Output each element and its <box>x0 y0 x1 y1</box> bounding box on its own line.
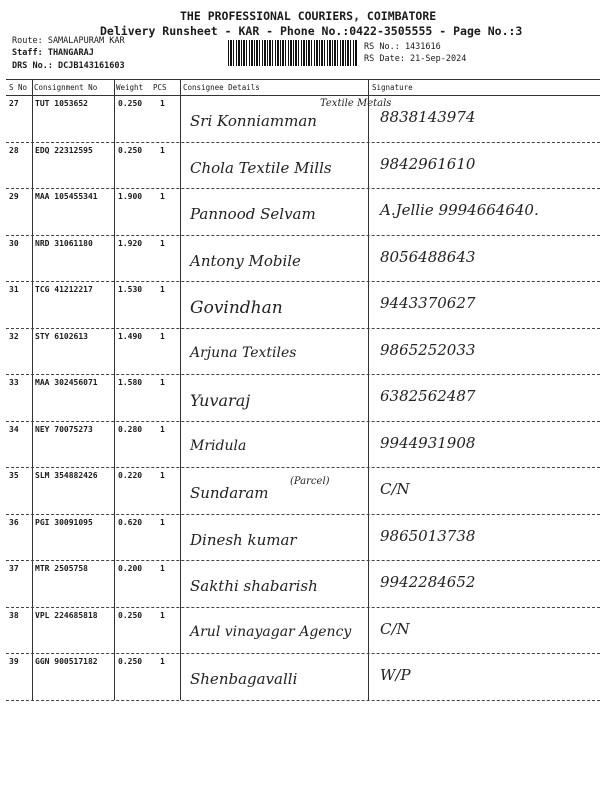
pieces-count: 1 <box>160 564 165 573</box>
consignee-note: (Parcel) <box>290 476 330 487</box>
consignment-number: MAA 302456071 <box>35 378 98 387</box>
serial-number: 35 <box>9 471 19 480</box>
weight-value: 0.250 <box>118 99 143 108</box>
weight-value: 0.220 <box>118 471 143 480</box>
weight-value: 0.280 <box>118 424 143 434</box>
signature-entry: 8838143974 <box>380 108 476 126</box>
weight-value: 1.490 <box>118 331 143 341</box>
col-pcs: PCS <box>153 83 167 92</box>
signature-entry: 9865252033 <box>380 340 476 359</box>
pieces-count: 1 <box>160 378 165 387</box>
pieces-count: 1 <box>160 424 165 434</box>
pieces-count: 1 <box>160 331 165 341</box>
consignment-number: GGN 900517182 <box>35 657 98 666</box>
weight-value: 1.530 <box>118 285 143 294</box>
signature-entry: A.Jellie 9994664640. <box>380 201 539 219</box>
signature-entry: 8056488643 <box>380 247 476 266</box>
runsheet-subtitle: Delivery Runsheet - KAR - Phone No.:0422-3505555 - Page No.:3 <box>100 24 523 38</box>
table-row <box>0 515 600 562</box>
consignee-name: Sundaram <box>190 484 269 502</box>
consignment-number: PGI 30091095 <box>35 517 93 527</box>
pieces-count: 1 <box>160 285 165 294</box>
pieces-count: 1 <box>160 471 165 480</box>
consignee-note: Textile Metals <box>320 98 392 109</box>
document-title: THE PROFESSIONAL COURIERS, COIMBATORE <box>180 9 437 23</box>
consignment-number: SLM 354882426 <box>35 471 98 480</box>
consignment-number: TCG 41212217 <box>35 285 93 294</box>
consignment-number: MTR 2505758 <box>35 564 88 573</box>
pieces-count: 1 <box>160 610 165 620</box>
serial-number: 27 <box>9 99 19 108</box>
consignee-name: Arul vinayagar Agency <box>190 623 352 640</box>
signature-entry: 9443370627 <box>380 294 476 312</box>
col-consignment: Consignment No <box>34 83 98 92</box>
drs-number: DRS No.: DCJB143161603 <box>12 61 125 71</box>
consignee-name: Yuvaraj <box>190 391 251 410</box>
table-header <box>6 80 600 96</box>
weight-value: 1.900 <box>118 192 143 201</box>
weight-value: 0.620 <box>118 517 143 527</box>
table-row <box>0 375 600 422</box>
weight-value: 0.250 <box>118 657 143 666</box>
col-sno: S No <box>9 83 28 92</box>
serial-number: 29 <box>9 192 19 201</box>
table-row <box>0 654 600 701</box>
signature-entry: C/N <box>380 619 410 638</box>
serial-number: 31 <box>9 285 19 294</box>
serial-number: 36 <box>9 517 19 527</box>
signature-entry: W/P <box>380 666 411 684</box>
table-row <box>0 96 600 143</box>
table-row <box>0 608 600 655</box>
pieces-count: 1 <box>160 657 165 666</box>
weight-value: 0.250 <box>118 610 143 620</box>
serial-number: 32 <box>9 331 19 341</box>
signature-entry: 9942284652 <box>380 573 476 591</box>
consignee-name: Govindhan <box>190 298 283 318</box>
barcode <box>228 40 358 66</box>
col-consignee: Consignee Details <box>183 83 260 92</box>
signature-entry: C/N <box>380 480 410 498</box>
consignment-number: STY 6102613 <box>35 331 88 341</box>
consignee-name: Sri Konniamman <box>190 112 317 130</box>
serial-number: 38 <box>9 610 19 620</box>
pieces-count: 1 <box>160 238 165 248</box>
serial-number: 39 <box>9 657 19 666</box>
serial-number: 37 <box>9 564 19 573</box>
table-row <box>0 422 600 469</box>
consignee-name: Chola Textile Mills <box>190 158 332 177</box>
row-divider <box>6 700 600 701</box>
consignee-name: Shenbagavalli <box>190 670 298 688</box>
col-weight: Weight <box>116 83 144 92</box>
pieces-count: 1 <box>160 99 165 108</box>
staff-label: Staff: THANGARAJ <box>12 48 94 58</box>
route-label: Route: SAMALAPURAM KAR <box>12 36 125 46</box>
signature-entry: 6382562487 <box>380 387 476 405</box>
table-row <box>0 189 600 236</box>
table-row <box>0 143 600 190</box>
signature-entry: 9944931908 <box>380 433 476 452</box>
signature-entry: 9842961610 <box>380 154 476 173</box>
weight-value: 1.920 <box>118 238 143 248</box>
rs-date: RS Date: 21-Sep-2024 <box>364 54 467 64</box>
table-row <box>0 329 600 376</box>
pieces-count: 1 <box>160 192 165 201</box>
consignee-name: Antony Mobile <box>190 251 301 270</box>
consignee-name: Dinesh kumar <box>190 530 297 549</box>
serial-number: 28 <box>9 145 19 155</box>
consignee-name: Arjuna Textiles <box>190 344 297 361</box>
table-row <box>0 282 600 329</box>
serial-number: 30 <box>9 238 19 248</box>
consignee-name: Pannood Selvam <box>190 205 316 223</box>
col-signature: Signature <box>372 83 413 92</box>
consignee-name: Mridula <box>190 437 247 454</box>
consignment-number: NEY 70075273 <box>35 424 93 434</box>
consignment-number: EDQ 22312595 <box>35 145 93 155</box>
consignment-number: TUT 1053652 <box>35 99 88 108</box>
rs-number: RS No.: 1431616 <box>364 42 441 52</box>
consignment-number: NRD 31061180 <box>35 238 93 248</box>
signature-entry: 9865013738 <box>380 526 476 545</box>
consignment-number: VPL 224685818 <box>35 610 98 620</box>
pieces-count: 1 <box>160 145 165 155</box>
table-row <box>0 236 600 283</box>
table-row <box>0 561 600 608</box>
table-row <box>0 468 600 515</box>
consignee-name: Sakthi shabarish <box>190 577 318 595</box>
serial-number: 33 <box>9 378 19 387</box>
consignment-number: MAA 105455341 <box>35 192 98 201</box>
weight-value: 1.580 <box>118 378 143 387</box>
serial-number: 34 <box>9 424 19 434</box>
weight-value: 0.200 <box>118 564 143 573</box>
pieces-count: 1 <box>160 517 165 527</box>
weight-value: 0.250 <box>118 145 143 155</box>
